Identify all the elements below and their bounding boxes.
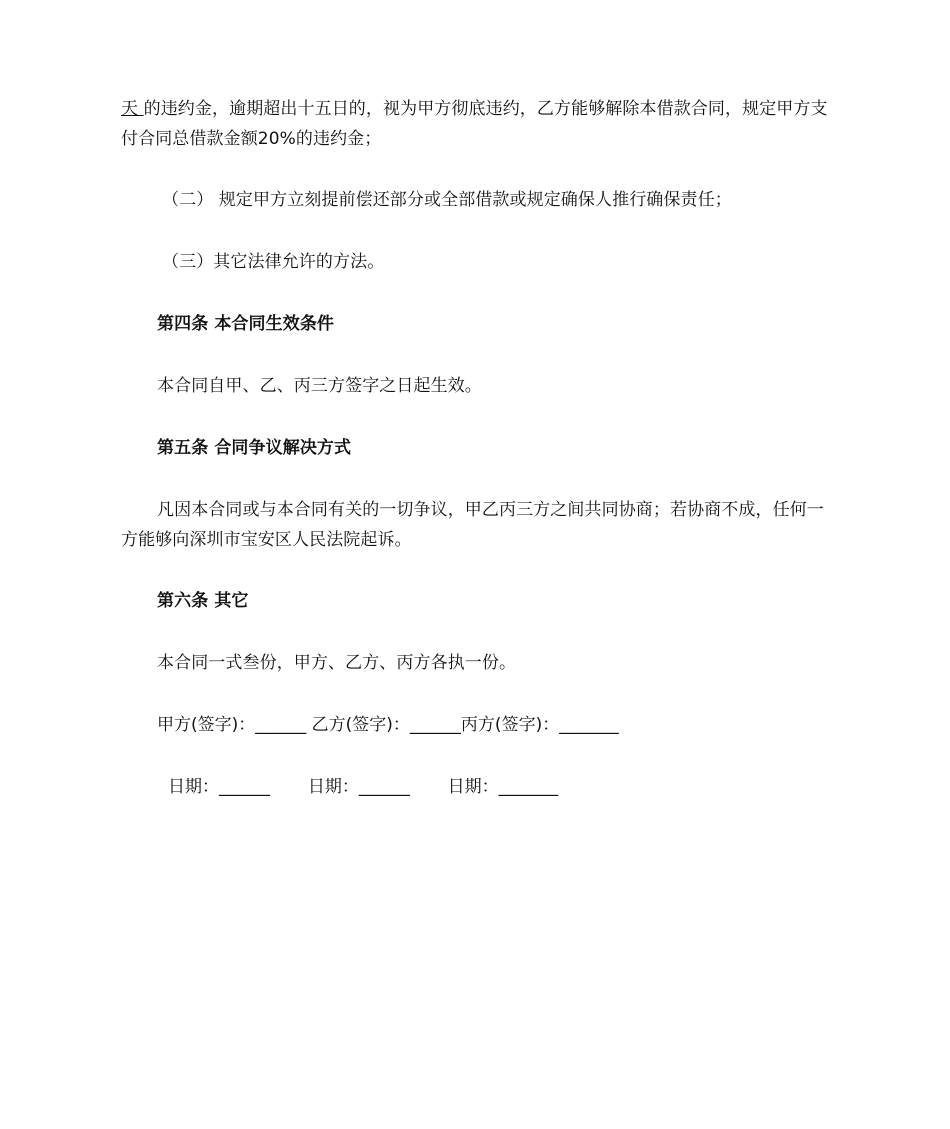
clause-item-3: （三）其它法律允许的方法。	[162, 252, 385, 272]
clause-item-2: （二） 规定甲方立刻提前偿还部分或全部借款或规定确保人推行确保责任；	[162, 190, 732, 210]
date-line: 日期：______ 日期：______ 日期：_______	[168, 777, 559, 797]
signature-line: 甲方(签字)：______ 乙方(签字)：______丙方(签字)：_______	[157, 715, 619, 735]
article-4-text: 本合同自甲、乙、丙三方签字之日起生效。	[157, 376, 482, 396]
paragraph-penalty	[121, 94, 833, 154]
article-6-heading: 第六条 其它	[157, 591, 249, 611]
paragraph-penalty-text: 的违约金，逾期超出十五日的，视为甲方彻底违约，乙方能够解除本借款合同，规定甲方支付合同总借款金额20%的违约金；	[121, 99, 828, 149]
article-5-heading: 第五条 合同争议解决方式	[157, 438, 352, 458]
article-4-heading: 第四条 本合同生效条件	[157, 314, 335, 334]
article-5-text: 凡因本合同或与本合同有关的一切争议，甲乙丙三方之间共同协商；若协商不成，任何一方能够向深圳市宝安区人民法院起诉。	[121, 500, 824, 550]
underlined-term: 天	[121, 99, 144, 119]
article-6-text: 本合同一式叁份，甲方、乙方、丙方各执一份。	[157, 653, 517, 673]
